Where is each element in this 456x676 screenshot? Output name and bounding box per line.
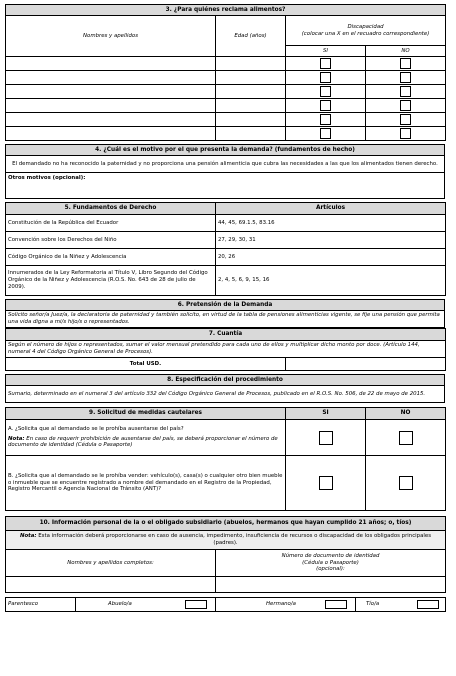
measure-a-row xyxy=(6,420,446,456)
beneficiary-row xyxy=(6,113,446,127)
subsidiary-doc-field[interactable] xyxy=(216,577,446,593)
measure-a-si-cell xyxy=(286,420,366,456)
law-name: Convención sobre los Derechos del Niño xyxy=(6,232,216,249)
no-cell xyxy=(366,127,446,141)
age-cell[interactable] xyxy=(216,113,286,127)
age-cell[interactable] xyxy=(216,99,286,113)
age-cell[interactable] xyxy=(216,71,286,85)
law-name: Código Orgánico de la Niñez y Adolescencia xyxy=(6,249,216,266)
measure-b-question: B. ¿Solicita que al demandado se le prohíba vender: vehículo(s), casa(s) o cualquier otro bien mueble o inmueble que se encuentre registrado a nombre del demandado en el Registro de la Propiedad, Registro Mercantil o Agencia Nacional de Tránsito (ANT)? xyxy=(6,456,286,511)
measure-a-no-cell xyxy=(366,420,446,456)
si-checkbox[interactable] xyxy=(320,114,331,125)
kinship-table xyxy=(5,597,446,612)
col-no-header: NO xyxy=(366,46,446,57)
si-cell xyxy=(286,113,366,127)
col-disability-header xyxy=(286,16,446,46)
section-8-table xyxy=(5,374,445,403)
measure-a-note-text: En caso de requerir prohibición de ausentarse del país, se deberá proporcionar el número de documento de identidad (Cédula o Pasaporte) xyxy=(8,435,278,449)
no-cell xyxy=(366,57,446,71)
section-10-note-text: Esta información deberá proporcionarse en caso de ausencia, impedimento, insuficiencia de recursos o discapacidad de los obligados principales (padres). xyxy=(36,533,432,546)
uncle-checkbox[interactable] xyxy=(417,600,439,609)
section-10-note-label: Nota: xyxy=(19,533,37,540)
col-names-header: Nombres y apellidos xyxy=(6,16,216,57)
measure-b-si-cell xyxy=(286,456,366,511)
si-cell xyxy=(286,71,366,85)
law-articles: 20, 26 xyxy=(216,249,446,266)
subsidiary-name-header: Nombres y apellidos completos: xyxy=(6,550,216,577)
section-9-no-header: NO xyxy=(366,408,446,420)
si-cell xyxy=(286,85,366,99)
col-age-header: Edad (años) xyxy=(216,16,286,57)
no-checkbox[interactable] xyxy=(400,114,411,125)
section-6-title: 6. Pretensión de la Demanda xyxy=(6,300,445,311)
law-articles: 27, 29, 30, 31 xyxy=(216,232,446,249)
disability-label: Discapacidad xyxy=(347,23,384,30)
section-6-table xyxy=(5,299,445,328)
no-checkbox[interactable] xyxy=(400,100,411,111)
section-4-text: El demandado no ha reconocido la paternidad y no proporciona una pensión alimenticia que cubra las necesidades a las que los alimentados tienen derecho. xyxy=(6,156,445,173)
doc-header-line2: (Cédula o Pasaporte) xyxy=(302,559,359,566)
section-5-table xyxy=(5,202,446,296)
si-checkbox[interactable] xyxy=(320,72,331,83)
no-cell xyxy=(366,113,446,127)
section-9-si-header: SI xyxy=(286,408,366,420)
beneficiary-row xyxy=(6,99,446,113)
subsidiary-name-field[interactable] xyxy=(6,577,216,593)
measure-a-no-checkbox[interactable] xyxy=(399,431,413,445)
measure-b-no-checkbox[interactable] xyxy=(399,476,413,490)
si-checkbox[interactable] xyxy=(320,100,331,111)
kinship-label: Parentesco xyxy=(6,598,76,612)
uncle-label: Tío/a xyxy=(366,601,380,608)
law-articles: 2, 4, 5, 6, 9, 15, 16 xyxy=(216,266,446,296)
beneficiary-row xyxy=(6,85,446,99)
articles-header: Artículos xyxy=(216,203,446,215)
doc-header-line3: (opcional): xyxy=(316,566,345,573)
section-8-title: 8. Especificación del procedimiento xyxy=(6,375,445,386)
section-3-title: 3. ¿Para quiénes reclama alimentos? xyxy=(6,5,446,16)
section-4-table xyxy=(5,144,445,199)
demand-form xyxy=(5,4,445,612)
subsidiary-doc-header xyxy=(216,550,446,577)
total-usd-label: Total USD. xyxy=(6,358,286,371)
measure-b-si-checkbox[interactable] xyxy=(319,476,333,490)
section-10-note xyxy=(6,531,446,550)
disability-note: (colocar una X en el recuadro correspondiente) xyxy=(301,30,430,37)
measure-b-row xyxy=(6,456,446,511)
no-checkbox[interactable] xyxy=(400,58,411,69)
section-10-table xyxy=(5,516,446,593)
no-cell xyxy=(366,99,446,113)
section-7-table xyxy=(5,328,446,371)
section-7-text: Según el número de hijos o representados, sumar el valor mensual pretendido para cada uno de ellos y multiplicar dicho monto por doce. (Artículo 144, numeral 4 del Código Orgánico General de Procesos). xyxy=(6,341,446,358)
si-cell xyxy=(286,99,366,113)
age-cell[interactable] xyxy=(216,85,286,99)
si-checkbox[interactable] xyxy=(320,86,331,97)
name-cell[interactable] xyxy=(6,71,216,85)
name-cell[interactable] xyxy=(6,113,216,127)
name-cell[interactable] xyxy=(6,85,216,99)
sibling-label: Hermano/a xyxy=(266,601,296,608)
name-cell[interactable] xyxy=(6,127,216,141)
section-9-table xyxy=(5,407,446,511)
section-6-text: Solicito señor/a Juez/a, la declaratoria de paternidad y también solicito, en virtud de la tabla de pensiones alimenticias vigente, se fije una pensión que permita una vida digna a mi/s hijo/s o representados. xyxy=(6,311,445,328)
kinship-uncle-cell xyxy=(356,598,446,612)
section-5-title: 5. Fundamentos de Derecho xyxy=(6,203,216,215)
law-name: Innumerados de la Ley Reformatoria al Título V, Libro Segundo del Código Orgánico de la Niñez y Adolescencia (R.O.S. No. 643 de 28 de julio de 2009). xyxy=(6,266,216,296)
section-4-title: 4. ¿Cuál es el motivo por el que presenta la demanda? (fundamentos de hecho) xyxy=(6,145,445,156)
section-10-title: 10. Información personal de la o el obligado subsidiario (abuelos, hermanos que hayan cumplido 21 años; o, tíos) xyxy=(6,517,446,531)
other-reasons-field[interactable] xyxy=(6,173,445,199)
age-cell[interactable] xyxy=(216,127,286,141)
kinship-sibling-cell xyxy=(216,598,356,612)
name-cell[interactable] xyxy=(6,99,216,113)
law-row xyxy=(6,266,446,296)
col-si-header: SI xyxy=(286,46,366,57)
no-checkbox[interactable] xyxy=(400,86,411,97)
grandparent-label: Abuelo/a xyxy=(108,601,132,608)
total-usd-field[interactable] xyxy=(286,358,446,371)
measure-b-no-cell xyxy=(366,456,446,511)
section-3-table xyxy=(5,4,446,141)
section-8-text: Sumario, determinado en el numeral 3 del artículo 332 del Código Orgánico General de Procesos, publicado en el R.O.S. No. 506, de 22 de mayo de 2015. xyxy=(6,386,445,403)
sibling-checkbox[interactable] xyxy=(325,600,347,609)
grandparent-checkbox[interactable] xyxy=(185,600,207,609)
section-7-title: 7. Cuantía xyxy=(6,329,446,341)
si-checkbox[interactable] xyxy=(320,58,331,69)
section-9-title: 9. Solicitud de medidas cautelares xyxy=(6,408,286,420)
kinship-grandparent-cell xyxy=(76,598,216,612)
law-name: Constitución de la República del Ecuador xyxy=(6,215,216,232)
name-cell[interactable] xyxy=(6,57,216,71)
law-row xyxy=(6,232,446,249)
age-cell[interactable] xyxy=(216,57,286,71)
no-cell xyxy=(366,85,446,99)
measure-a-note xyxy=(8,436,283,450)
si-cell xyxy=(286,127,366,141)
no-checkbox[interactable] xyxy=(400,72,411,83)
no-checkbox[interactable] xyxy=(400,128,411,139)
beneficiary-row xyxy=(6,71,446,85)
beneficiary-row xyxy=(6,57,446,71)
law-row xyxy=(6,249,446,266)
measure-a-text xyxy=(6,420,286,456)
measure-a-note-label: Nota: xyxy=(8,435,25,442)
law-articles: 44, 45, 69.1.5, 83.16 xyxy=(216,215,446,232)
doc-header-line1: Número de documento de identidad xyxy=(281,552,380,559)
measure-a-si-checkbox[interactable] xyxy=(319,431,333,445)
no-cell xyxy=(366,71,446,85)
measure-a-question: A. ¿Solicita que al demandado se le prohíba ausentarse del país? xyxy=(8,425,184,432)
law-row xyxy=(6,215,446,232)
beneficiary-row xyxy=(6,127,446,141)
si-checkbox[interactable] xyxy=(320,128,331,139)
si-cell xyxy=(286,57,366,71)
other-reasons-label: Otros motivos (opcional): xyxy=(8,175,86,181)
